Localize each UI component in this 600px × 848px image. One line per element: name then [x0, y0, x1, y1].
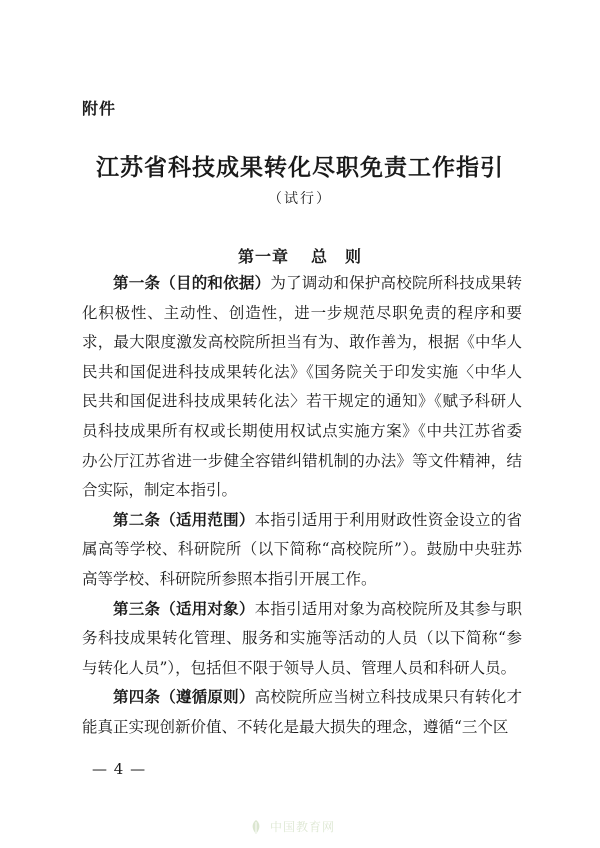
article-3	[82, 595, 522, 684]
article-heading: 第二条（适用范围）	[113, 510, 255, 529]
page-number: — 4 —	[92, 760, 147, 778]
watermark-text: 中国教育网	[270, 820, 336, 834]
document-subtitle: （试行）	[268, 191, 332, 207]
document-title: 江苏省科技成果转化尽职免责工作指引	[96, 154, 504, 181]
article-heading: 第一条（目的和依据）	[113, 274, 271, 292]
article-heading: 第四条（遵循原则）	[113, 688, 255, 707]
attachment-label: 附件	[82, 99, 117, 118]
document-body	[82, 269, 522, 743]
article-1	[82, 269, 522, 506]
article-heading: 第三条（适用对象）	[113, 599, 255, 618]
chapter-heading	[0, 244, 600, 267]
chapter-number: 第一章	[237, 247, 289, 266]
chapter-title: 总 则	[311, 247, 363, 266]
watermark	[248, 818, 335, 835]
leaf-logo-icon	[248, 819, 264, 835]
article-text: 本指引适用于利用财政性资金设立的省属高等学校、科研院所（以下简称“高校院所”）。鼓励中央驻苏高等学校、科研院所参照本指引开展工作。	[82, 510, 522, 588]
article-text: 高校院所应当树立科技成果只有转化才能真正实现创新价值、不转化是最大损失的理念，遵循“三个区	[82, 688, 522, 736]
article-2	[82, 506, 522, 595]
article-text: 本指引适用对象为高校院所及其参与职务科技成果转化管理、服务和实施等活动的人员（以下简称“参与转化人员”），包括但不限于领导人员、管理人员和科研人员。	[82, 599, 522, 677]
article-text: 为了调动和保护高校院所科技成果转化积极性、主动性、创造性，进一步规范尽职免责的程序和要求，最大限度激发高校院所担当有为、敢作善为，根据《中华人民共和国促进科技成果转化法》《国务院关于印发实施〈中华人民共和国促进科技成果转化法〉若干规定的通知》《赋予科研人员科技成果所有权或长期使用权试点实施方案》《中共江苏省委办公厅江苏省进一步健全容错纠错机制的办法》等文件精神，结合实际，制定本指引。	[82, 274, 522, 500]
article-4	[82, 683, 522, 742]
